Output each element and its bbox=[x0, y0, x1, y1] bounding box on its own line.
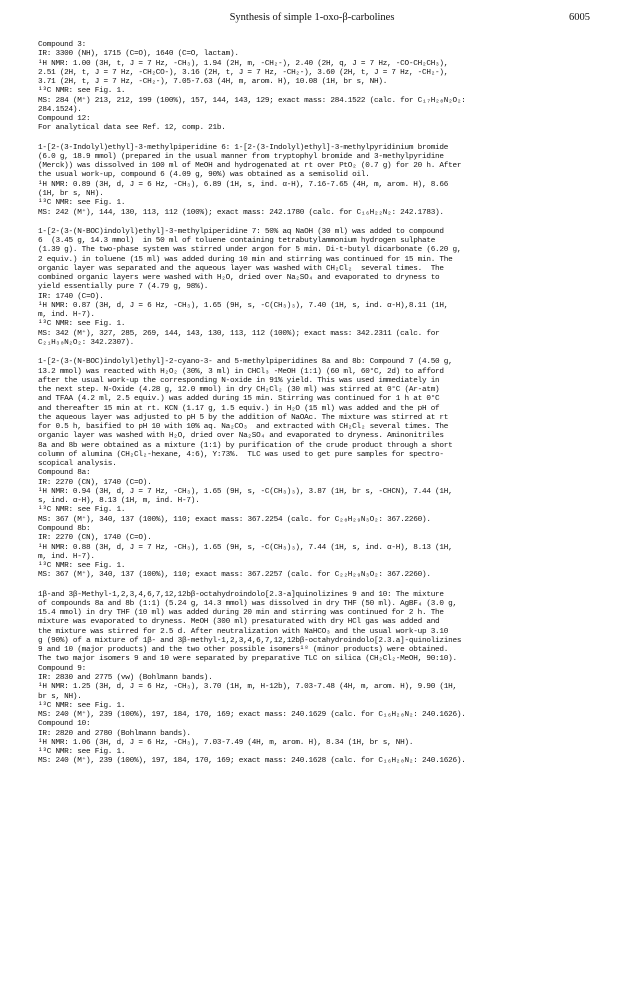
text-line: ¹H NMR: 1.25 (3H, d, J = 6 Hz, -CH₃), 3.70 (1H, m, H-12b), 7.03-7.48 (4H, m, arom. H), 9.90 (1H, bbox=[38, 683, 457, 692]
text-line: m, ind. H-7). bbox=[38, 311, 95, 320]
text-line: C₂₁H₃₀N₂O₂: 342.2307). bbox=[38, 338, 134, 347]
paragraph-gap bbox=[38, 581, 594, 591]
text-line: For analytical data see Ref. 12, comp. 21b. bbox=[38, 124, 226, 133]
text-line: and thereafter 15 min at rt. KCN (1.17 g, 1.5 equiv.) in H₂O (15 ml) was added and the pH of bbox=[38, 404, 440, 413]
text-line: 3.71 (2H, t, J = 7 Hz, -CH₂-), 7.05-7.63 (4H, m, arom. H), 10.08 (1H, br s, NH). bbox=[38, 78, 388, 87]
text-line: br s, NH). bbox=[38, 692, 82, 701]
text-line: (1H, br s, NH). bbox=[38, 189, 104, 198]
paragraph bbox=[38, 41, 594, 134]
paragraph bbox=[38, 358, 594, 580]
text-line: the usual work-up, compound 6 (4.09 g, 90%) was obtained as a semisolid oil. bbox=[38, 171, 370, 180]
text-line: ¹H NMR: 0.94 (3H, d, J = 7 Hz, -CH₃), 1.65 (9H, s, -C(CH₃)₃), 3.87 (1H, br s, -CHCN), 7.44 (1H, bbox=[38, 487, 453, 496]
text-line: ¹H NMR: 0.88 (3H, d, J = 7 Hz, -CH₃), 1.65 (9H, s, -C(CH₃)₃), 7.44 (1H, s, ind. α-H), 8.13 (1H, bbox=[38, 543, 453, 552]
text-line: 1-[2-(3-(N-BOC)indolyl)ethyl]-3-methylpiperidine 7: 50% aq NaOH (30 ml) was added to compound bbox=[38, 227, 444, 236]
text-line: g (90%) of a mixture of 1β- and 3β-methyl-1,2,3,4,6,7,12,12bβ-octahydroindolo[2.3.a]-quinolizines bbox=[38, 636, 462, 645]
text-line: 13.2 mmol) was reacted with H₂O₂ (30%, 3 ml) in CHCl₃ -MeOH (1:1) (60 ml, 60°C, 2d) to afford bbox=[38, 367, 444, 376]
text-line: MS: 367 (M⁺), 340, 137 (100%), 110; exact mass: 367.2254 (calc. for C₂₀H₂₉N₃O₂: 367.2260). bbox=[38, 515, 431, 524]
paragraph-gap bbox=[38, 134, 594, 144]
text-line: 15.4 mmol) in dry THF (10 ml) was added during 20 min and stirring was continued for 2 h. The bbox=[38, 609, 444, 618]
text-line: the aqueous layer was adjusted to pH 5 by the addition of NaOAc. The mixture was stirred at rt bbox=[38, 413, 449, 422]
text-line: ¹³C NMR: see Fig. 1. bbox=[38, 506, 126, 515]
text-line: ¹³C NMR: see Fig. 1. bbox=[38, 199, 126, 208]
text-line: ¹H NMR: 0.87 (3H, d, J = 6 Hz, -CH₃), 1.65 (9H, s, -C(CH₃)₃), 7.40 (1H, s, ind. α-H),8.11 (1H, bbox=[38, 301, 449, 310]
text-line: Compound 8a: bbox=[38, 469, 91, 478]
paragraph bbox=[38, 591, 594, 767]
text-line: ¹H NMR: 1.00 (3H, t, J = 7 Hz, -CH₃), 1.94 (2H, m, -CH₂-), 2.40 (2H, q, J = 7 Hz, -CO-CH₂CH₃), bbox=[38, 59, 449, 68]
text-line: IR: 2820 and 2780 (Bohlmann bands). bbox=[38, 729, 191, 738]
text-line: 9 and 10 (major products) and the two other possible isomers¹⁸ (minor products) were obtained. bbox=[38, 646, 449, 655]
text-line: MS: 367 (M⁺), 340, 137 (100%), 110; exact mass: 367.2257 (calc. for C₂₂H₂₉N₃O₂: 367.2260). bbox=[38, 571, 431, 580]
text-line: IR: 1740 (C=O). bbox=[38, 292, 104, 301]
text-line: MS: 240 (M⁺), 239 (100%), 197, 184, 170, 169; exact mass: 240.1629 (calc. for C₁₆H₂₀N₂: 240.1626). bbox=[38, 711, 466, 720]
paragraph-gap bbox=[38, 218, 594, 228]
text-line: Compound 9: bbox=[38, 664, 86, 673]
paragraph bbox=[38, 144, 594, 218]
experimental-text bbox=[38, 41, 594, 767]
text-line: 6 (3.45 g, 14.3 mmol) in 50 ml of toluene containing tetrabutylammonium hydrogen sulphate bbox=[38, 237, 436, 246]
text-line: IR: 2270 (CN), 1740 (C=O). bbox=[38, 534, 152, 543]
text-line: organic layer was separated and the aqueous layer was washed with CH₂Cl₂ several times. The bbox=[38, 264, 444, 273]
text-line: 2 equiv.) in toluene (15 ml) was added during 10 min and stirring was continued for 15 min. The bbox=[38, 255, 453, 264]
text-line: the next step. N-Oxide (4.28 g, 12.0 mmol) in dry CH₂Cl₂ (30 ml) was stirred at 0°C (Ar-atm) bbox=[38, 386, 440, 395]
text-line: Compound 10: bbox=[38, 720, 91, 729]
running-title: Synthesis of simple 1-oxo-β-carbolines bbox=[229, 12, 395, 23]
text-line: (Merck)) was dissolved in 100 ml of MeOH and hydrogenated at rt over PtO₂ (0.7 g) for 20 h. After bbox=[38, 162, 462, 171]
text-line: MS: 284 (M⁺) 213, 212, 199 (100%), 157, 144, 143, 129; exact mass: 284.1522 (calc. for C₁₇H₂₀N₂O₂: bbox=[38, 96, 466, 105]
text-line: of compounds 8a and 8b (1:1) (5.24 g, 14.3 mmol) was dissolved in dry THF (50 ml). AgBF₄ (3.0 g, bbox=[38, 599, 457, 608]
text-line: yield essentially pure 7 (4.79 g, 98%). bbox=[38, 283, 209, 292]
text-line: s, ind. α-H), 8.13 (1H, m, ind. H-7). bbox=[38, 497, 200, 506]
text-line: 284.1524). bbox=[38, 105, 82, 114]
text-line: ¹H NMR: 1.06 (3H, d, J = 6 Hz, -CH₃), 7.03-7.49 (4H, m, arom. H), 8.34 (1H, br s, NH). bbox=[38, 738, 414, 747]
text-line: combined organic layers were washed with H₂O, dried over Na₂SO₄ and evaporated to dryness to bbox=[38, 274, 440, 283]
text-line: MS: 342 (M⁺), 327, 285, 269, 144, 143, 130, 113, 112 (100%); exact mass: 342.2311 (calc. for bbox=[38, 329, 440, 338]
text-line: 1β-and 3β-Methyl-1,2,3,4,6,7,12,12bβ-octahydroindolo[2.3-a]quinolizines 9 and 10: The mixture bbox=[38, 590, 444, 599]
text-line: IR: 2270 (CN), 1740 (C=O). bbox=[38, 478, 152, 487]
text-line: ¹³C NMR: see Fig. 1. bbox=[38, 562, 126, 571]
text-line: (6.0 g, 18.9 mmol) (prepared in the usual manner from tryptophyl bromide and 3-methylpyridine bbox=[38, 152, 444, 161]
text-line: The two major isomers 9 and 10 were separated by preparative TLC on silica (CH₂Cl₂-MeOH, 90:10). bbox=[38, 655, 457, 664]
text-line: ¹H NMR: 0.89 (3H, d, J = 6 Hz, -CH₃), 6.89 (1H, s, ind. α-H), 7.16-7.65 (4H, m, arom. H), 8.66 bbox=[38, 180, 449, 189]
text-line: 2.51 (2H, t, J = 7 Hz, -CH₂CO-), 3.16 (2H, t, J = 7 Hz, -CH₂-), 3.60 (2H, t, J = 7 Hz, -CH₂-), bbox=[38, 68, 449, 77]
text-line: the mixture was stirred for 2.5 d. After neutralization with NaHCO₃ and the usual work-up 3.10 bbox=[38, 627, 449, 636]
text-line: mixture was evaporated to dryness. MeOH (300 ml) presaturated with dry HCl gas was added and bbox=[38, 618, 440, 627]
text-line: Compound 3: bbox=[38, 41, 86, 49]
page-number: 6005 bbox=[569, 12, 590, 23]
text-line: 8a and 8b were obtained as a mixture (1:1) by purification of the crude product through a short bbox=[38, 441, 453, 450]
text-line: Compound 8b: bbox=[38, 525, 91, 534]
text-line: MS: 242 (M⁺), 144, 130, 113, 112 (100%); exact mass: 242.1780 (calc. for C₁₆H₂₂N₂: 242.1783). bbox=[38, 208, 444, 217]
paragraph bbox=[38, 228, 594, 348]
text-line: organic layer was washed with H₂O, dried over Na₂SO₄ and evaporated to dryness. Aminonitriles bbox=[38, 432, 444, 441]
text-line: Compound 12: bbox=[38, 115, 91, 124]
text-line: IR: 3300 (NH), 1715 (C=O), 1640 (C=O, lactam). bbox=[38, 50, 239, 59]
text-line: after the usual work-up the corresponding N-oxide in 91% yield. This was used immediately in bbox=[38, 376, 440, 385]
text-line: 1-[2-(3-(N-BOC)indolyl)ethyl]-2-cyano-3- and 5-methylpiperidines 8a and 8b: Compound 7 (4.50 g, bbox=[38, 358, 453, 367]
text-line: IR: 2830 and 2775 (vw) (Bohlmann bands). bbox=[38, 674, 213, 682]
paragraph-gap bbox=[38, 348, 594, 358]
text-line: 1-[2-(3-Indolyl)ethyl]-3-methylpiperidine 6: 1-[2-(3-Indolyl)ethyl]-3-methylpyridinium bromide bbox=[38, 143, 449, 152]
text-line: ¹³C NMR: see Fig. 1. bbox=[38, 320, 126, 329]
text-line: MS: 240 (M⁺), 239 (100%), 197, 184, 170, 169; exact mass: 240.1628 (calc. for C₁₆H₂₀N₂: 240.1626). bbox=[38, 757, 466, 766]
text-line: scopical analysis. bbox=[38, 460, 117, 469]
text-line: ¹³C NMR: see Fig. 1. bbox=[38, 87, 126, 96]
text-line: ¹³C NMR: see Fig. 1. bbox=[38, 748, 126, 757]
text-line: ¹³C NMR: see Fig. 1. bbox=[38, 701, 126, 710]
text-line: and TFAA (4.2 ml, 2.5 equiv.) was added during 15 min. Stirring was continued for 1 h at 0°C bbox=[38, 395, 440, 404]
text-line: (1.39 g). The two-phase system was stirred under argon for 5 min. Di-t-butyl dicarbonate (6.20 g, bbox=[38, 246, 462, 255]
text-line: for 0.5 h, basified to pH 10 with 10% aq. Na₂CO₃ and extracted with CH₂Cl₂ several times. The bbox=[38, 423, 449, 432]
text-line: m, ind. H-7). bbox=[38, 552, 95, 561]
text-line: column of alumina (CH₂Cl₂-hexane, 4:6), Y:73%. TLC was used to get pure samples for spectro- bbox=[38, 450, 444, 459]
